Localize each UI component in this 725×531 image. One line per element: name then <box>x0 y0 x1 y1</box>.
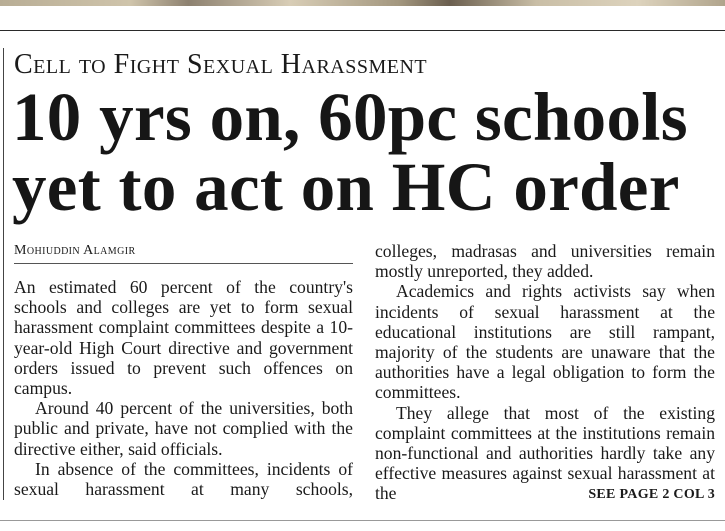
top-divider <box>0 30 725 31</box>
paragraph: Academics and rights activists say when incidents of sexual harassment at the educational institutions are still rampant, majority of the students are unaware that the authorities have a legal obligation to form the committees. <box>375 281 715 403</box>
headline-line-1: 10 yrs on, 60pc schools <box>12 79 688 155</box>
headline <box>12 79 724 225</box>
byline-rule <box>14 263 353 264</box>
paragraph: Around 40 percent of the universities, both public and private, have not complied with the directive either, said officials. <box>14 398 353 459</box>
paragraph <box>375 403 715 504</box>
article-column-1 <box>14 277 353 499</box>
headline-line-2: yet to act on HC order <box>12 149 680 225</box>
bottom-divider <box>0 520 725 521</box>
byline: Mohiuddin Alamgir <box>14 243 136 258</box>
left-column-rule <box>3 48 4 500</box>
paragraph: In absence of the committees, incidents of sexual harassment at many schools, <box>14 458 353 500</box>
paragraph: colleges, madrasas and universities remain mostly unreported, they added. <box>375 241 715 282</box>
article-column-2 <box>375 241 715 506</box>
paragraph-text: They allege that most of the existing complaint committees at the institutions remain non-functional and authorities hardly take any effective measures against sexual harassment at the <box>375 402 715 504</box>
photo-strip <box>0 0 725 6</box>
paragraph: An estimated 60 percent of the country's schools and colleges are yet to form sexual harassment complaint committees despite a 10-year-old High Court directive and government orders issued to prevent such offences on campus. <box>14 277 353 399</box>
kicker: Cell to Fight Sexual Harassment <box>14 49 428 80</box>
continuation-link[interactable]: SEE PAGE 2 COL 3 <box>588 487 715 503</box>
